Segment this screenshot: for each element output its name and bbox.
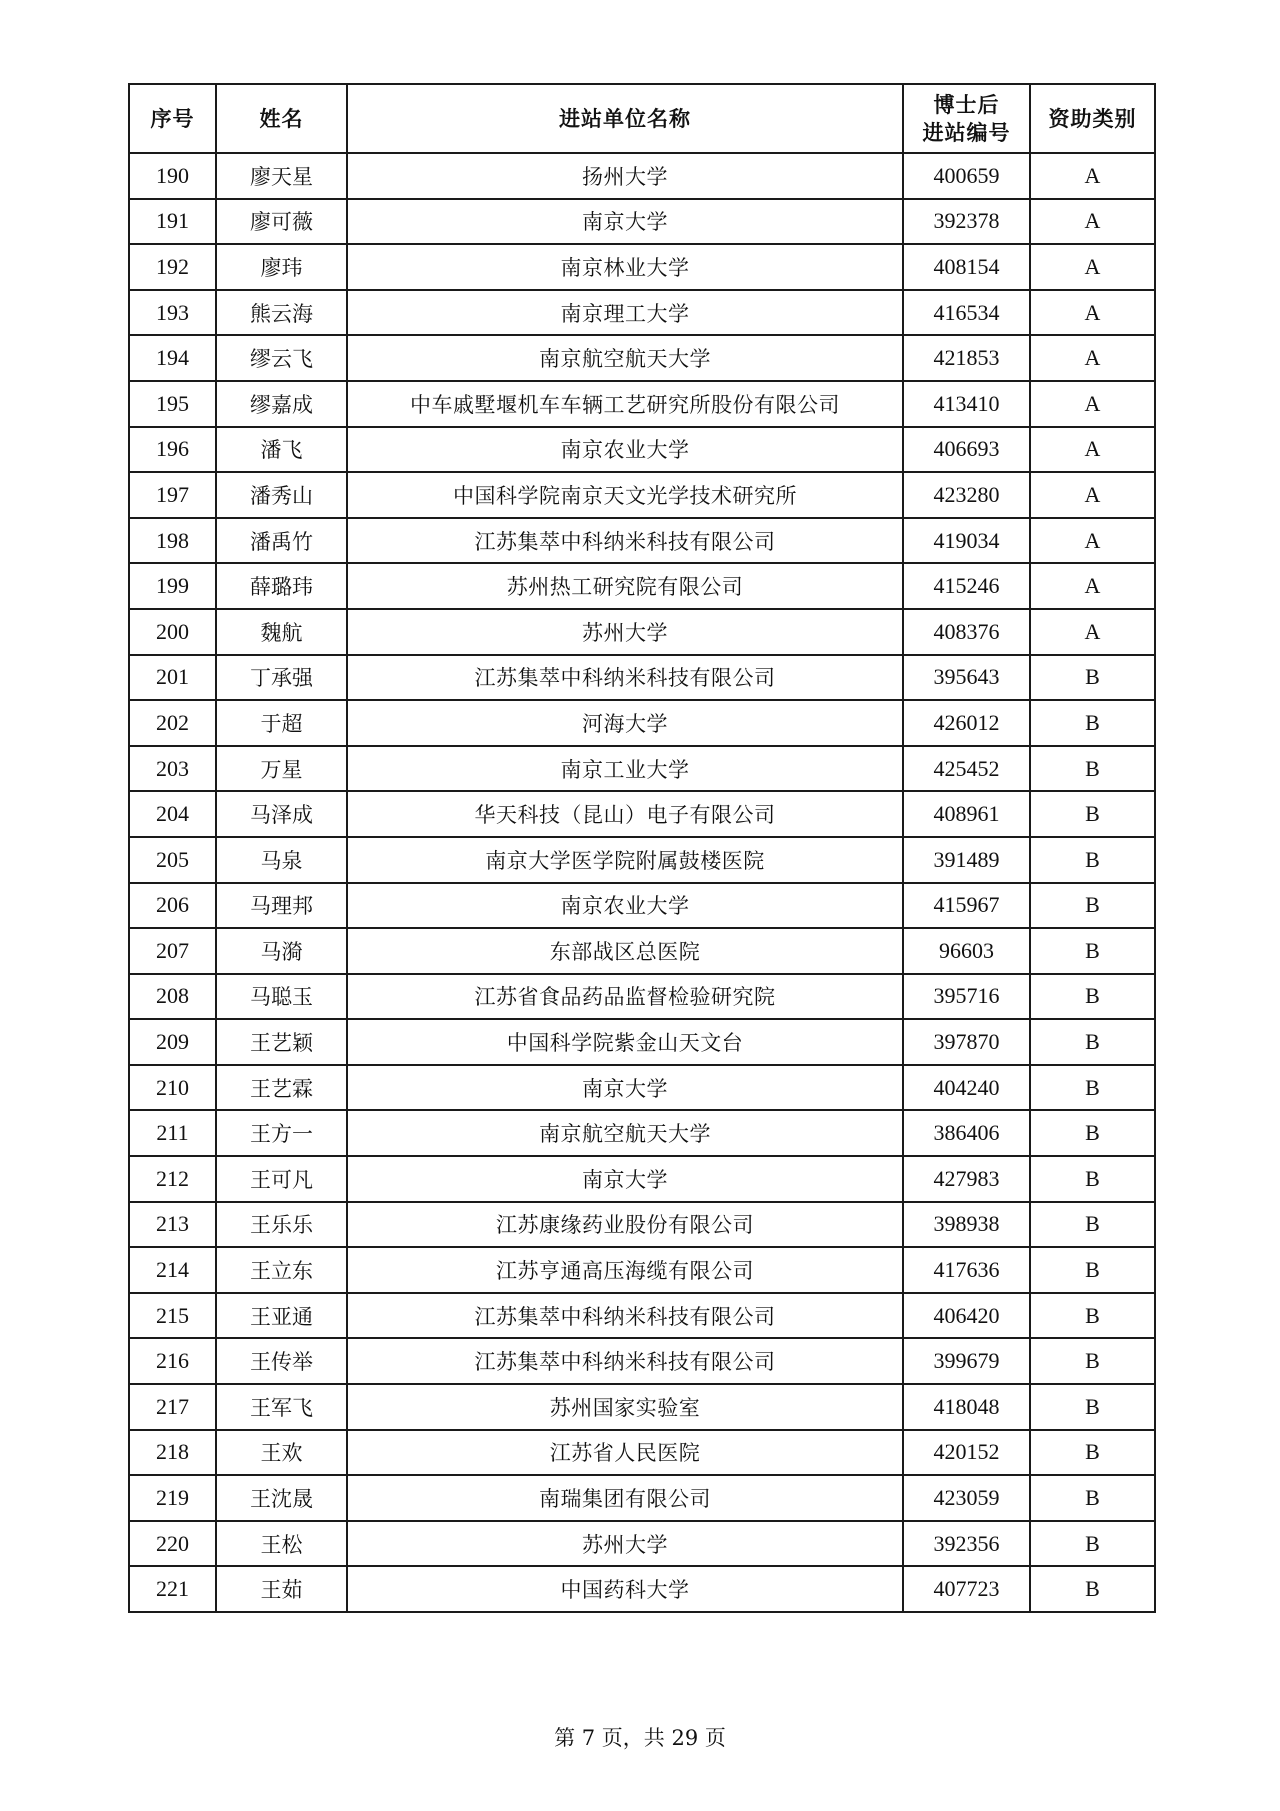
cell-index: 220 bbox=[129, 1521, 216, 1567]
table-row bbox=[129, 199, 1155, 245]
table-row bbox=[129, 244, 1155, 290]
cell-name: 潘飞 bbox=[216, 427, 347, 473]
cell-category: B bbox=[1030, 1475, 1155, 1521]
cell-index: 217 bbox=[129, 1384, 216, 1430]
table-row bbox=[129, 472, 1155, 518]
table-row bbox=[129, 427, 1155, 473]
cell-index: 198 bbox=[129, 518, 216, 564]
cell-index: 206 bbox=[129, 883, 216, 929]
cell-unit: 苏州热工研究院有限公司 bbox=[347, 563, 903, 609]
cell-code: 400659 bbox=[903, 153, 1030, 199]
cell-unit: 中国科学院紫金山天文台 bbox=[347, 1019, 903, 1065]
cell-index: 199 bbox=[129, 563, 216, 609]
cell-category: B bbox=[1030, 974, 1155, 1020]
table-row bbox=[129, 381, 1155, 427]
header-row bbox=[129, 84, 1155, 153]
cell-code: 392356 bbox=[903, 1521, 1030, 1567]
cell-category: B bbox=[1030, 1293, 1155, 1339]
cell-category: A bbox=[1030, 381, 1155, 427]
table-row bbox=[129, 746, 1155, 792]
cell-unit: 江苏集萃中科纳米科技有限公司 bbox=[347, 1293, 903, 1339]
cell-index: 218 bbox=[129, 1430, 216, 1476]
cell-index: 221 bbox=[129, 1566, 216, 1612]
cell-unit: 江苏集萃中科纳米科技有限公司 bbox=[347, 655, 903, 701]
cell-code: 425452 bbox=[903, 746, 1030, 792]
table-row bbox=[129, 1156, 1155, 1202]
cell-name: 王茹 bbox=[216, 1566, 347, 1612]
cell-name: 王方一 bbox=[216, 1110, 347, 1156]
cell-unit: 江苏亨通高压海缆有限公司 bbox=[347, 1247, 903, 1293]
cell-name: 万星 bbox=[216, 746, 347, 792]
cell-index: 192 bbox=[129, 244, 216, 290]
table-row bbox=[129, 1384, 1155, 1430]
cell-index: 208 bbox=[129, 974, 216, 1020]
table-row bbox=[129, 791, 1155, 837]
cell-category: B bbox=[1030, 1247, 1155, 1293]
cell-category: B bbox=[1030, 1110, 1155, 1156]
cell-name: 马泉 bbox=[216, 837, 347, 883]
cell-unit: 苏州大学 bbox=[347, 609, 903, 655]
cell-code: 392378 bbox=[903, 199, 1030, 245]
table-row bbox=[129, 153, 1155, 199]
cell-unit: 南京农业大学 bbox=[347, 427, 903, 473]
cell-code: 395643 bbox=[903, 655, 1030, 701]
table-body bbox=[129, 153, 1155, 1612]
postdoc-funding-table bbox=[128, 83, 1156, 1613]
cell-name: 廖可薇 bbox=[216, 199, 347, 245]
cell-category: B bbox=[1030, 883, 1155, 929]
cell-code: 397870 bbox=[903, 1019, 1030, 1065]
cell-unit: 南京大学 bbox=[347, 1065, 903, 1111]
cell-unit: 江苏集萃中科纳米科技有限公司 bbox=[347, 1338, 903, 1384]
cell-code: 423059 bbox=[903, 1475, 1030, 1521]
cell-name: 王可凡 bbox=[216, 1156, 347, 1202]
table-row bbox=[129, 883, 1155, 929]
document-page bbox=[128, 83, 1154, 1613]
table-row bbox=[129, 1475, 1155, 1521]
cell-index: 213 bbox=[129, 1202, 216, 1248]
header-category: 资助类别 bbox=[1030, 84, 1155, 153]
table-row bbox=[129, 1521, 1155, 1567]
cell-index: 196 bbox=[129, 427, 216, 473]
cell-category: B bbox=[1030, 1338, 1155, 1384]
cell-index: 202 bbox=[129, 700, 216, 746]
cell-name: 丁承强 bbox=[216, 655, 347, 701]
cell-category: A bbox=[1030, 199, 1155, 245]
cell-code: 413410 bbox=[903, 381, 1030, 427]
table-row bbox=[129, 1110, 1155, 1156]
cell-index: 197 bbox=[129, 472, 216, 518]
cell-name: 薛璐玮 bbox=[216, 563, 347, 609]
cell-name: 马泽成 bbox=[216, 791, 347, 837]
cell-code: 391489 bbox=[903, 837, 1030, 883]
cell-unit: 中国药科大学 bbox=[347, 1566, 903, 1612]
cell-code: 386406 bbox=[903, 1110, 1030, 1156]
cell-name: 王军飞 bbox=[216, 1384, 347, 1430]
cell-name: 廖天星 bbox=[216, 153, 347, 199]
cell-unit: 南京大学医学院附属鼓楼医院 bbox=[347, 837, 903, 883]
cell-name: 王沈晟 bbox=[216, 1475, 347, 1521]
cell-code: 427983 bbox=[903, 1156, 1030, 1202]
cell-unit: 南京工业大学 bbox=[347, 746, 903, 792]
table-row bbox=[129, 1019, 1155, 1065]
cell-index: 205 bbox=[129, 837, 216, 883]
cell-name: 王乐乐 bbox=[216, 1202, 347, 1248]
cell-category: A bbox=[1030, 518, 1155, 564]
table-row bbox=[129, 1566, 1155, 1612]
cell-name: 王立东 bbox=[216, 1247, 347, 1293]
cell-category: A bbox=[1030, 290, 1155, 336]
cell-code: 420152 bbox=[903, 1430, 1030, 1476]
cell-unit: 中国科学院南京天文光学技术研究所 bbox=[347, 472, 903, 518]
cell-name: 廖玮 bbox=[216, 244, 347, 290]
cell-unit: 江苏集萃中科纳米科技有限公司 bbox=[347, 518, 903, 564]
cell-code: 415246 bbox=[903, 563, 1030, 609]
cell-category: B bbox=[1030, 928, 1155, 974]
cell-index: 200 bbox=[129, 609, 216, 655]
cell-category: A bbox=[1030, 335, 1155, 381]
cell-code: 408154 bbox=[903, 244, 1030, 290]
cell-unit: 华天科技（昆山）电子有限公司 bbox=[347, 791, 903, 837]
table-row bbox=[129, 609, 1155, 655]
cell-name: 王欢 bbox=[216, 1430, 347, 1476]
cell-unit: 南京大学 bbox=[347, 199, 903, 245]
cell-code: 398938 bbox=[903, 1202, 1030, 1248]
cell-index: 204 bbox=[129, 791, 216, 837]
cell-index: 214 bbox=[129, 1247, 216, 1293]
cell-name: 缪云飞 bbox=[216, 335, 347, 381]
cell-index: 194 bbox=[129, 335, 216, 381]
cell-unit: 南京林业大学 bbox=[347, 244, 903, 290]
cell-index: 216 bbox=[129, 1338, 216, 1384]
cell-code: 408376 bbox=[903, 609, 1030, 655]
table-row bbox=[129, 1338, 1155, 1384]
cell-index: 191 bbox=[129, 199, 216, 245]
table-header bbox=[129, 84, 1155, 153]
cell-unit: 江苏省食品药品监督检验研究院 bbox=[347, 974, 903, 1020]
cell-code: 415967 bbox=[903, 883, 1030, 929]
cell-index: 212 bbox=[129, 1156, 216, 1202]
cell-category: B bbox=[1030, 1384, 1155, 1430]
cell-unit: 江苏省人民医院 bbox=[347, 1430, 903, 1476]
cell-index: 209 bbox=[129, 1019, 216, 1065]
table-row bbox=[129, 563, 1155, 609]
cell-unit: 东部战区总医院 bbox=[347, 928, 903, 974]
cell-code: 417636 bbox=[903, 1247, 1030, 1293]
cell-code: 408961 bbox=[903, 791, 1030, 837]
table-row bbox=[129, 290, 1155, 336]
cell-category: B bbox=[1030, 1156, 1155, 1202]
cell-code: 423280 bbox=[903, 472, 1030, 518]
cell-unit: 苏州大学 bbox=[347, 1521, 903, 1567]
cell-category: B bbox=[1030, 791, 1155, 837]
cell-name: 熊云海 bbox=[216, 290, 347, 336]
cell-category: A bbox=[1030, 427, 1155, 473]
cell-unit: 南京理工大学 bbox=[347, 290, 903, 336]
cell-name: 于超 bbox=[216, 700, 347, 746]
cell-unit: 南瑞集团有限公司 bbox=[347, 1475, 903, 1521]
cell-category: B bbox=[1030, 1065, 1155, 1111]
table-row bbox=[129, 1293, 1155, 1339]
cell-category: A bbox=[1030, 244, 1155, 290]
cell-code: 96603 bbox=[903, 928, 1030, 974]
header-code-line1: 博士后 bbox=[933, 92, 1000, 117]
cell-index: 190 bbox=[129, 153, 216, 199]
cell-name: 王艺霖 bbox=[216, 1065, 347, 1111]
cell-category: A bbox=[1030, 609, 1155, 655]
cell-category: B bbox=[1030, 1521, 1155, 1567]
table-row bbox=[129, 1065, 1155, 1111]
cell-code: 416534 bbox=[903, 290, 1030, 336]
cell-name: 缪嘉成 bbox=[216, 381, 347, 427]
cell-code: 418048 bbox=[903, 1384, 1030, 1430]
cell-unit: 江苏康缘药业股份有限公司 bbox=[347, 1202, 903, 1248]
table-row bbox=[129, 1202, 1155, 1248]
cell-unit: 南京农业大学 bbox=[347, 883, 903, 929]
cell-name: 马理邦 bbox=[216, 883, 347, 929]
header-unit: 进站单位名称 bbox=[347, 84, 903, 153]
table-row bbox=[129, 1247, 1155, 1293]
cell-name: 王松 bbox=[216, 1521, 347, 1567]
cell-code: 407723 bbox=[903, 1566, 1030, 1612]
cell-index: 203 bbox=[129, 746, 216, 792]
cell-code: 404240 bbox=[903, 1065, 1030, 1111]
header-name: 姓名 bbox=[216, 84, 347, 153]
cell-code: 395716 bbox=[903, 974, 1030, 1020]
cell-code: 421853 bbox=[903, 335, 1030, 381]
table-row bbox=[129, 518, 1155, 564]
cell-category: B bbox=[1030, 1202, 1155, 1248]
cell-category: A bbox=[1030, 563, 1155, 609]
cell-category: A bbox=[1030, 153, 1155, 199]
cell-index: 195 bbox=[129, 381, 216, 427]
header-code-line2: 进站编号 bbox=[922, 120, 1011, 145]
cell-code: 419034 bbox=[903, 518, 1030, 564]
cell-category: B bbox=[1030, 1019, 1155, 1065]
cell-name: 王艺颖 bbox=[216, 1019, 347, 1065]
cell-category: B bbox=[1030, 700, 1155, 746]
header-code bbox=[903, 84, 1030, 153]
cell-unit: 中车戚墅堰机车车辆工艺研究所股份有限公司 bbox=[347, 381, 903, 427]
page-number: 第 7 页，共 29 页 bbox=[554, 1726, 726, 1750]
cell-index: 215 bbox=[129, 1293, 216, 1339]
cell-unit: 南京航空航天大学 bbox=[347, 1110, 903, 1156]
cell-code: 426012 bbox=[903, 700, 1030, 746]
table-row bbox=[129, 837, 1155, 883]
cell-index: 219 bbox=[129, 1475, 216, 1521]
cell-unit: 南京航空航天大学 bbox=[347, 335, 903, 381]
cell-unit: 河海大学 bbox=[347, 700, 903, 746]
cell-index: 207 bbox=[129, 928, 216, 974]
cell-code: 406693 bbox=[903, 427, 1030, 473]
cell-category: B bbox=[1030, 1566, 1155, 1612]
table-row bbox=[129, 335, 1155, 381]
table-row bbox=[129, 700, 1155, 746]
cell-unit: 苏州国家实验室 bbox=[347, 1384, 903, 1430]
cell-category: B bbox=[1030, 1430, 1155, 1476]
cell-name: 魏航 bbox=[216, 609, 347, 655]
cell-index: 201 bbox=[129, 655, 216, 701]
table-row bbox=[129, 974, 1155, 1020]
cell-unit: 扬州大学 bbox=[347, 153, 903, 199]
cell-unit: 南京大学 bbox=[347, 1156, 903, 1202]
cell-name: 潘禹竹 bbox=[216, 518, 347, 564]
cell-name: 潘秀山 bbox=[216, 472, 347, 518]
cell-index: 210 bbox=[129, 1065, 216, 1111]
header-index: 序号 bbox=[129, 84, 216, 153]
cell-category: B bbox=[1030, 655, 1155, 701]
table-row bbox=[129, 655, 1155, 701]
cell-category: B bbox=[1030, 746, 1155, 792]
cell-name: 马聪玉 bbox=[216, 974, 347, 1020]
cell-index: 193 bbox=[129, 290, 216, 336]
cell-index: 211 bbox=[129, 1110, 216, 1156]
cell-name: 王传举 bbox=[216, 1338, 347, 1384]
table-row bbox=[129, 928, 1155, 974]
cell-category: B bbox=[1030, 837, 1155, 883]
table-row bbox=[129, 1430, 1155, 1476]
cell-code: 399679 bbox=[903, 1338, 1030, 1384]
cell-code: 406420 bbox=[903, 1293, 1030, 1339]
cell-name: 王亚通 bbox=[216, 1293, 347, 1339]
cell-name: 马漪 bbox=[216, 928, 347, 974]
cell-category: A bbox=[1030, 472, 1155, 518]
